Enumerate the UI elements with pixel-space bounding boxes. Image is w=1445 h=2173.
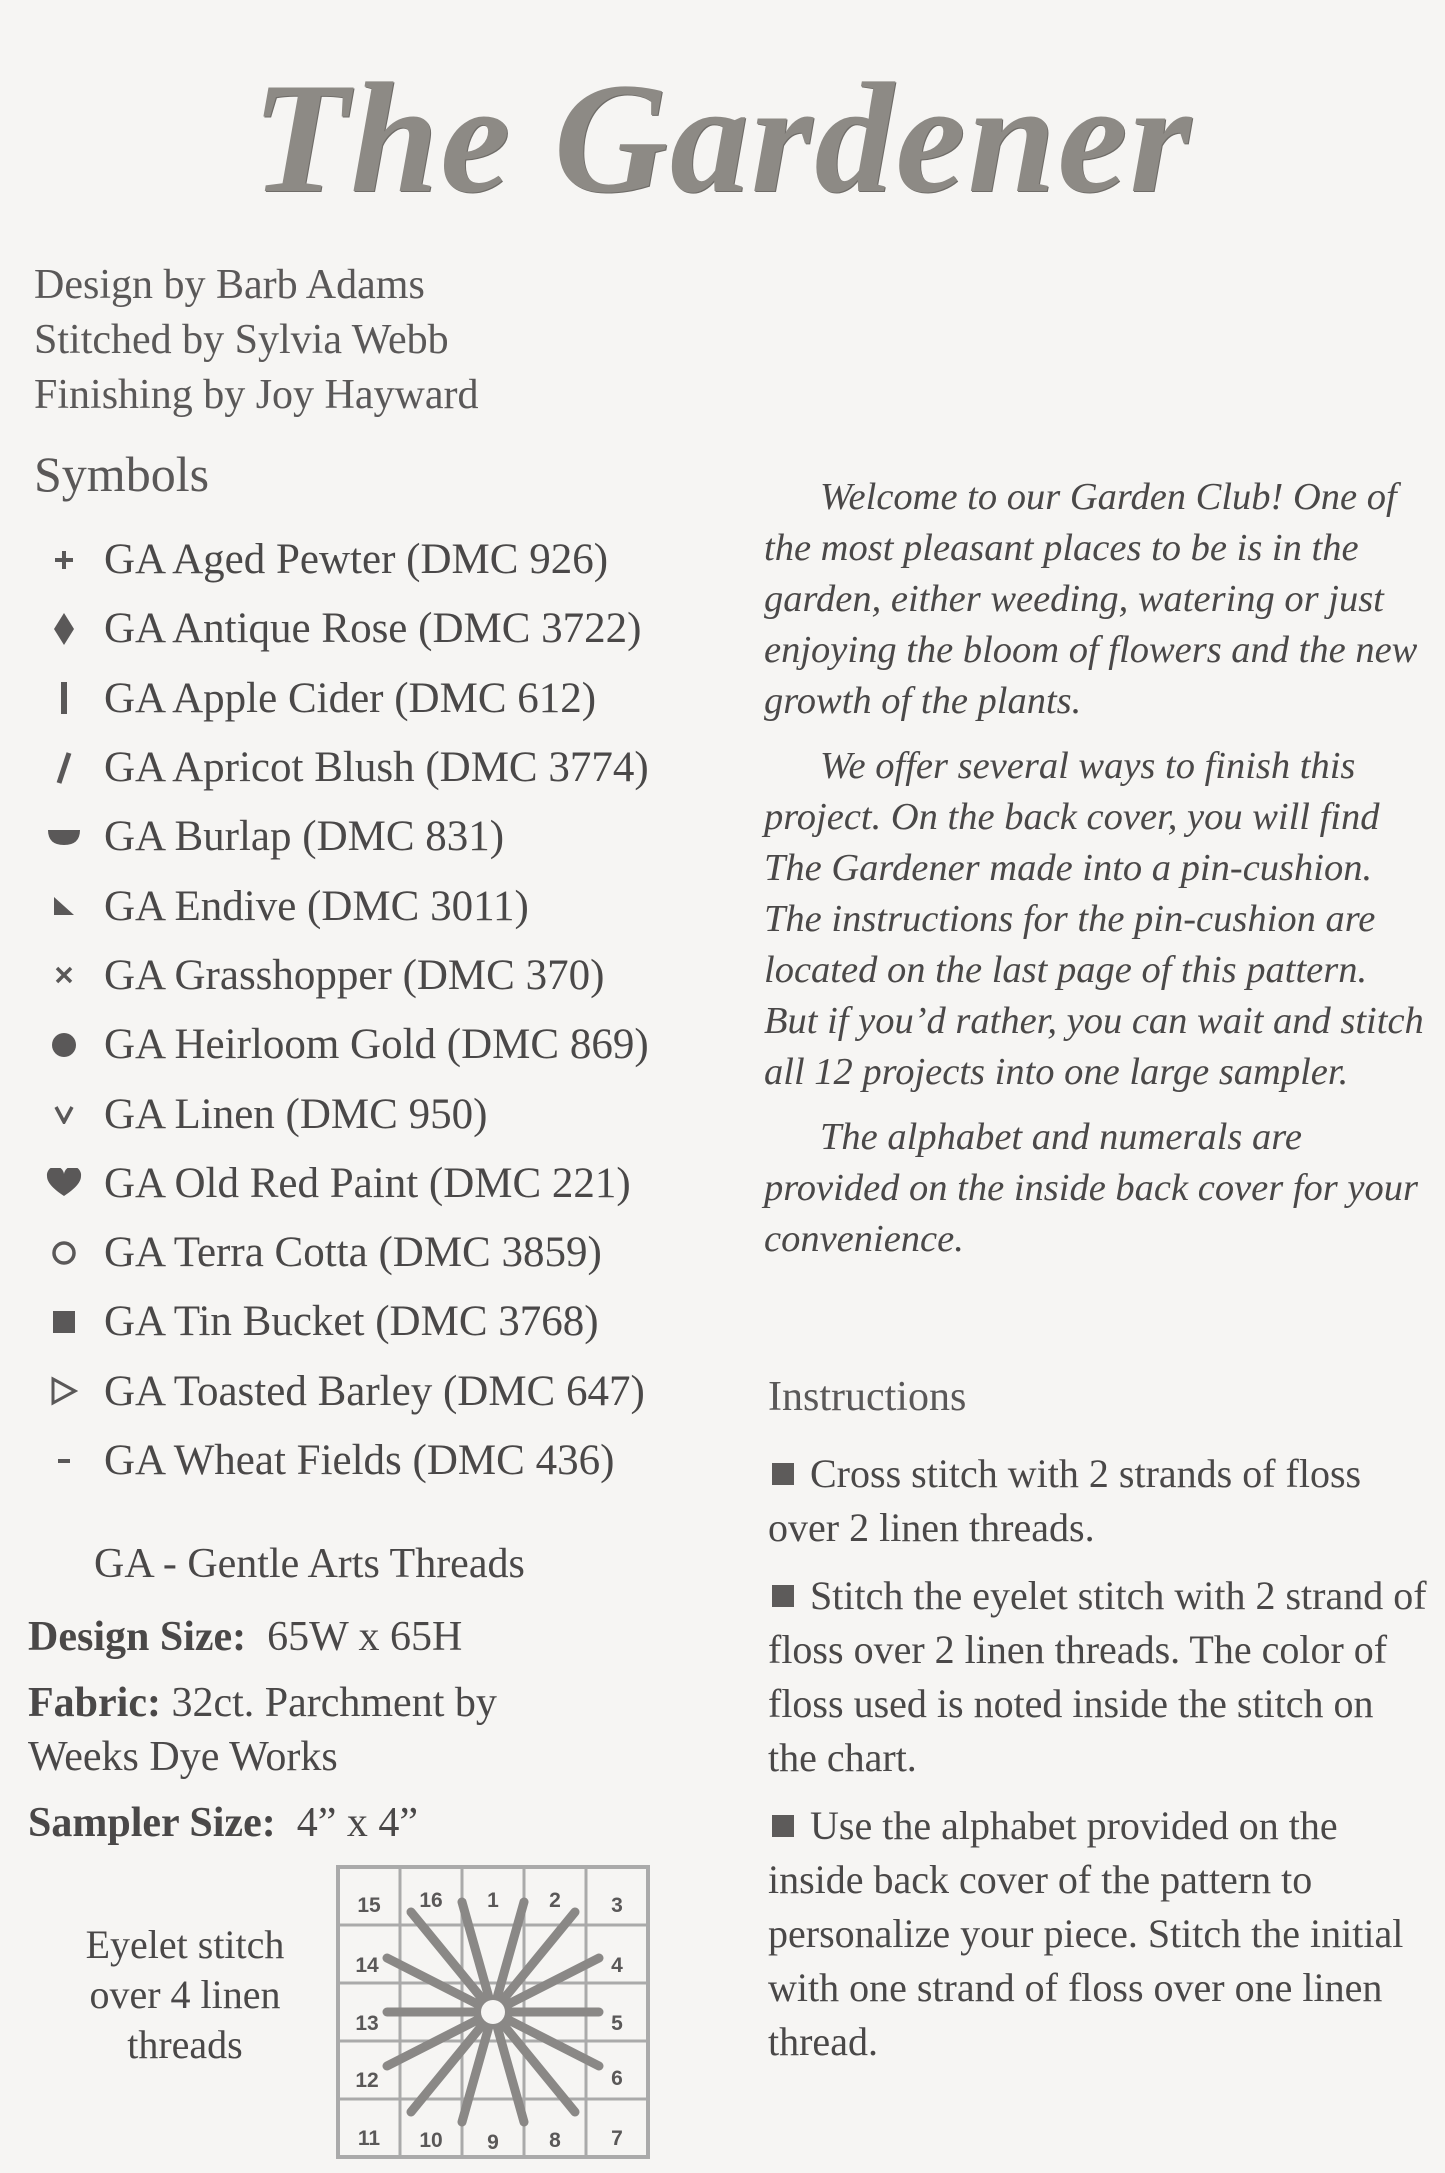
instruction-text: Stitch the eyelet stitch with 2 strand of floss over 2 linen threads. The color of floss used is noted inside the stitch on the chart. xyxy=(768,1573,1427,1780)
grid-number: 13 xyxy=(355,2012,379,2035)
instruction-item xyxy=(768,1799,1428,2069)
eyelet-label-line-2: over 4 linen xyxy=(89,1972,281,2017)
credit-design: Design by Barb Adams xyxy=(34,262,425,308)
grid-number: 8 xyxy=(549,2129,561,2152)
filled-circle-icon xyxy=(36,1031,92,1059)
fabric-value: 32ct. Parchment by xyxy=(171,1680,497,1726)
alphabet-paragraph: The alphabet and numerals are provided on the inside back cover for your convenience. xyxy=(764,1116,1418,1260)
eyelet-stitch-diagram xyxy=(333,1862,653,2162)
diamond-icon xyxy=(36,612,92,646)
credit-finishing: Finishing by Joy Hayward xyxy=(34,372,479,418)
open-circle-icon xyxy=(36,1239,92,1267)
welcome-paragraph: Welcome to our Garden Club! One of the most pleasant places to be is in the garden, either weeding, watering or just enjoying the bloom of flowers and the new growth of the plants. xyxy=(764,476,1418,722)
eyelet-label xyxy=(50,1920,320,2070)
instruction-text: Cross stitch with 2 strands of floss over 2 linen threads. xyxy=(768,1451,1362,1550)
x-icon xyxy=(36,965,92,985)
instructions-list xyxy=(768,1447,1428,2083)
sampler-size xyxy=(28,1796,497,1850)
eyelet-label-line-1: Eyelet stitch xyxy=(85,1922,285,1967)
v-icon xyxy=(36,1104,92,1124)
sampler-size-value: 4” x 4” xyxy=(296,1800,418,1846)
square-bullet-icon xyxy=(772,1463,794,1485)
instruction-text: Use the alphabet provided on the inside back cover of the pattern to personalize your piece. Stitch the initial with one strand of floss over one linen thread. xyxy=(768,1803,1404,2064)
legend-label: GA Tin Bucket (DMC 3768) xyxy=(104,1298,599,1346)
legend-label: GA Terra Cotta (DMC 3859) xyxy=(104,1229,602,1277)
welcome-text xyxy=(764,472,1424,1279)
legend-item xyxy=(36,664,649,733)
legend-label: GA Apple Cider (DMC 612) xyxy=(104,674,597,722)
credits xyxy=(34,258,479,423)
plus-icon xyxy=(36,548,92,572)
design-size xyxy=(28,1610,497,1664)
open-triangle-icon xyxy=(36,1376,92,1406)
legend-label: GA Old Red Paint (DMC 221) xyxy=(104,1159,631,1207)
legend-label: GA Heirloom Gold (DMC 869) xyxy=(104,1021,649,1069)
triangle-corner-icon xyxy=(36,895,92,917)
grid-number: 4 xyxy=(611,1954,623,1977)
legend-item xyxy=(36,1357,649,1426)
legend-item xyxy=(36,1426,649,1495)
finishing-paragraph: We offer several ways to finish this project. On the back cover, you will find The Gardener made into a pin-cushion. The instructions for the pin-cushion are located on the last page of this pattern. But if you’d rather, you can wait and stitch all 12 projects into one large sampler. xyxy=(764,745,1424,1093)
design-size-label: Design Size: xyxy=(28,1614,247,1660)
legend-item xyxy=(36,1079,649,1148)
square-bullet-icon xyxy=(772,1815,794,1837)
specifications xyxy=(28,1610,497,1862)
legend-item xyxy=(36,941,649,1010)
square-bullet-icon xyxy=(772,1585,794,1607)
grid-number: 12 xyxy=(355,2069,379,2092)
credit-stitched: Stitched by Sylvia Webb xyxy=(34,317,449,363)
legend-label: GA Aged Pewter (DMC 926) xyxy=(104,536,609,584)
page-title: The Gardener xyxy=(251,51,1194,226)
eyelet-label-line-3: threads xyxy=(127,2022,243,2067)
legend-label: GA Wheat Fields (DMC 436) xyxy=(104,1437,615,1484)
legend-label: GA Burlap (DMC 831) xyxy=(104,813,505,861)
grid-number: 16 xyxy=(419,1889,443,1912)
legend-item xyxy=(36,871,649,940)
legend-label: GA Linen (DMC 950) xyxy=(104,1090,488,1138)
legend-item xyxy=(36,802,649,871)
grid-number: 14 xyxy=(355,1954,379,1977)
sampler-size-label: Sampler Size: xyxy=(28,1800,276,1846)
slash-icon xyxy=(36,752,92,784)
legend-label: GA Endive (DMC 3011) xyxy=(104,882,529,930)
symbol-legend xyxy=(36,525,649,1495)
grid-number: 1 xyxy=(487,1889,499,1912)
grid-number: 3 xyxy=(611,1894,623,1917)
legend-label: GA Apricot Blush (DMC 3774) xyxy=(104,744,649,792)
grid-number: 5 xyxy=(611,2012,623,2035)
fabric-value-continued: Weeks Dye Works xyxy=(28,1734,338,1780)
grid-number: 15 xyxy=(357,1894,381,1917)
half-circle-icon xyxy=(36,827,92,847)
grid-number: 11 xyxy=(357,2127,381,2150)
heart-icon xyxy=(36,1168,92,1198)
grid-number: 7 xyxy=(611,2127,623,2150)
instruction-item xyxy=(768,1447,1428,1555)
legend-item xyxy=(36,1287,649,1356)
legend-label: GA Antique Rose (DMC 3722) xyxy=(104,605,642,653)
legend-item xyxy=(36,594,649,663)
legend-item xyxy=(36,1218,649,1287)
legend-label: GA Grasshopper (DMC 370) xyxy=(104,951,605,999)
grid-number: 10 xyxy=(419,2129,443,2152)
legend-item xyxy=(36,1010,649,1079)
dash-icon xyxy=(36,1456,92,1466)
legend-item xyxy=(36,525,649,594)
grid-number: 9 xyxy=(487,2131,499,2154)
legend-label: GA Toasted Barley (DMC 647) xyxy=(104,1367,645,1415)
vertical-bar-icon xyxy=(36,682,92,714)
filled-square-icon xyxy=(36,1309,92,1335)
legend-item xyxy=(36,733,649,802)
eyelet-center-hole xyxy=(481,2000,505,2024)
ga-note: GA - Gentle Arts Threads xyxy=(94,1541,525,1587)
grid-number: 2 xyxy=(549,1889,561,1912)
legend-item xyxy=(36,1149,649,1218)
fabric xyxy=(28,1676,497,1784)
instructions-heading: Instructions xyxy=(768,1374,967,1420)
fabric-label: Fabric: xyxy=(28,1680,161,1726)
instruction-item xyxy=(768,1569,1428,1785)
symbols-heading: Symbols xyxy=(34,446,210,502)
grid-number: 6 xyxy=(611,2067,623,2090)
design-size-value: 65W x 65H xyxy=(267,1614,463,1660)
